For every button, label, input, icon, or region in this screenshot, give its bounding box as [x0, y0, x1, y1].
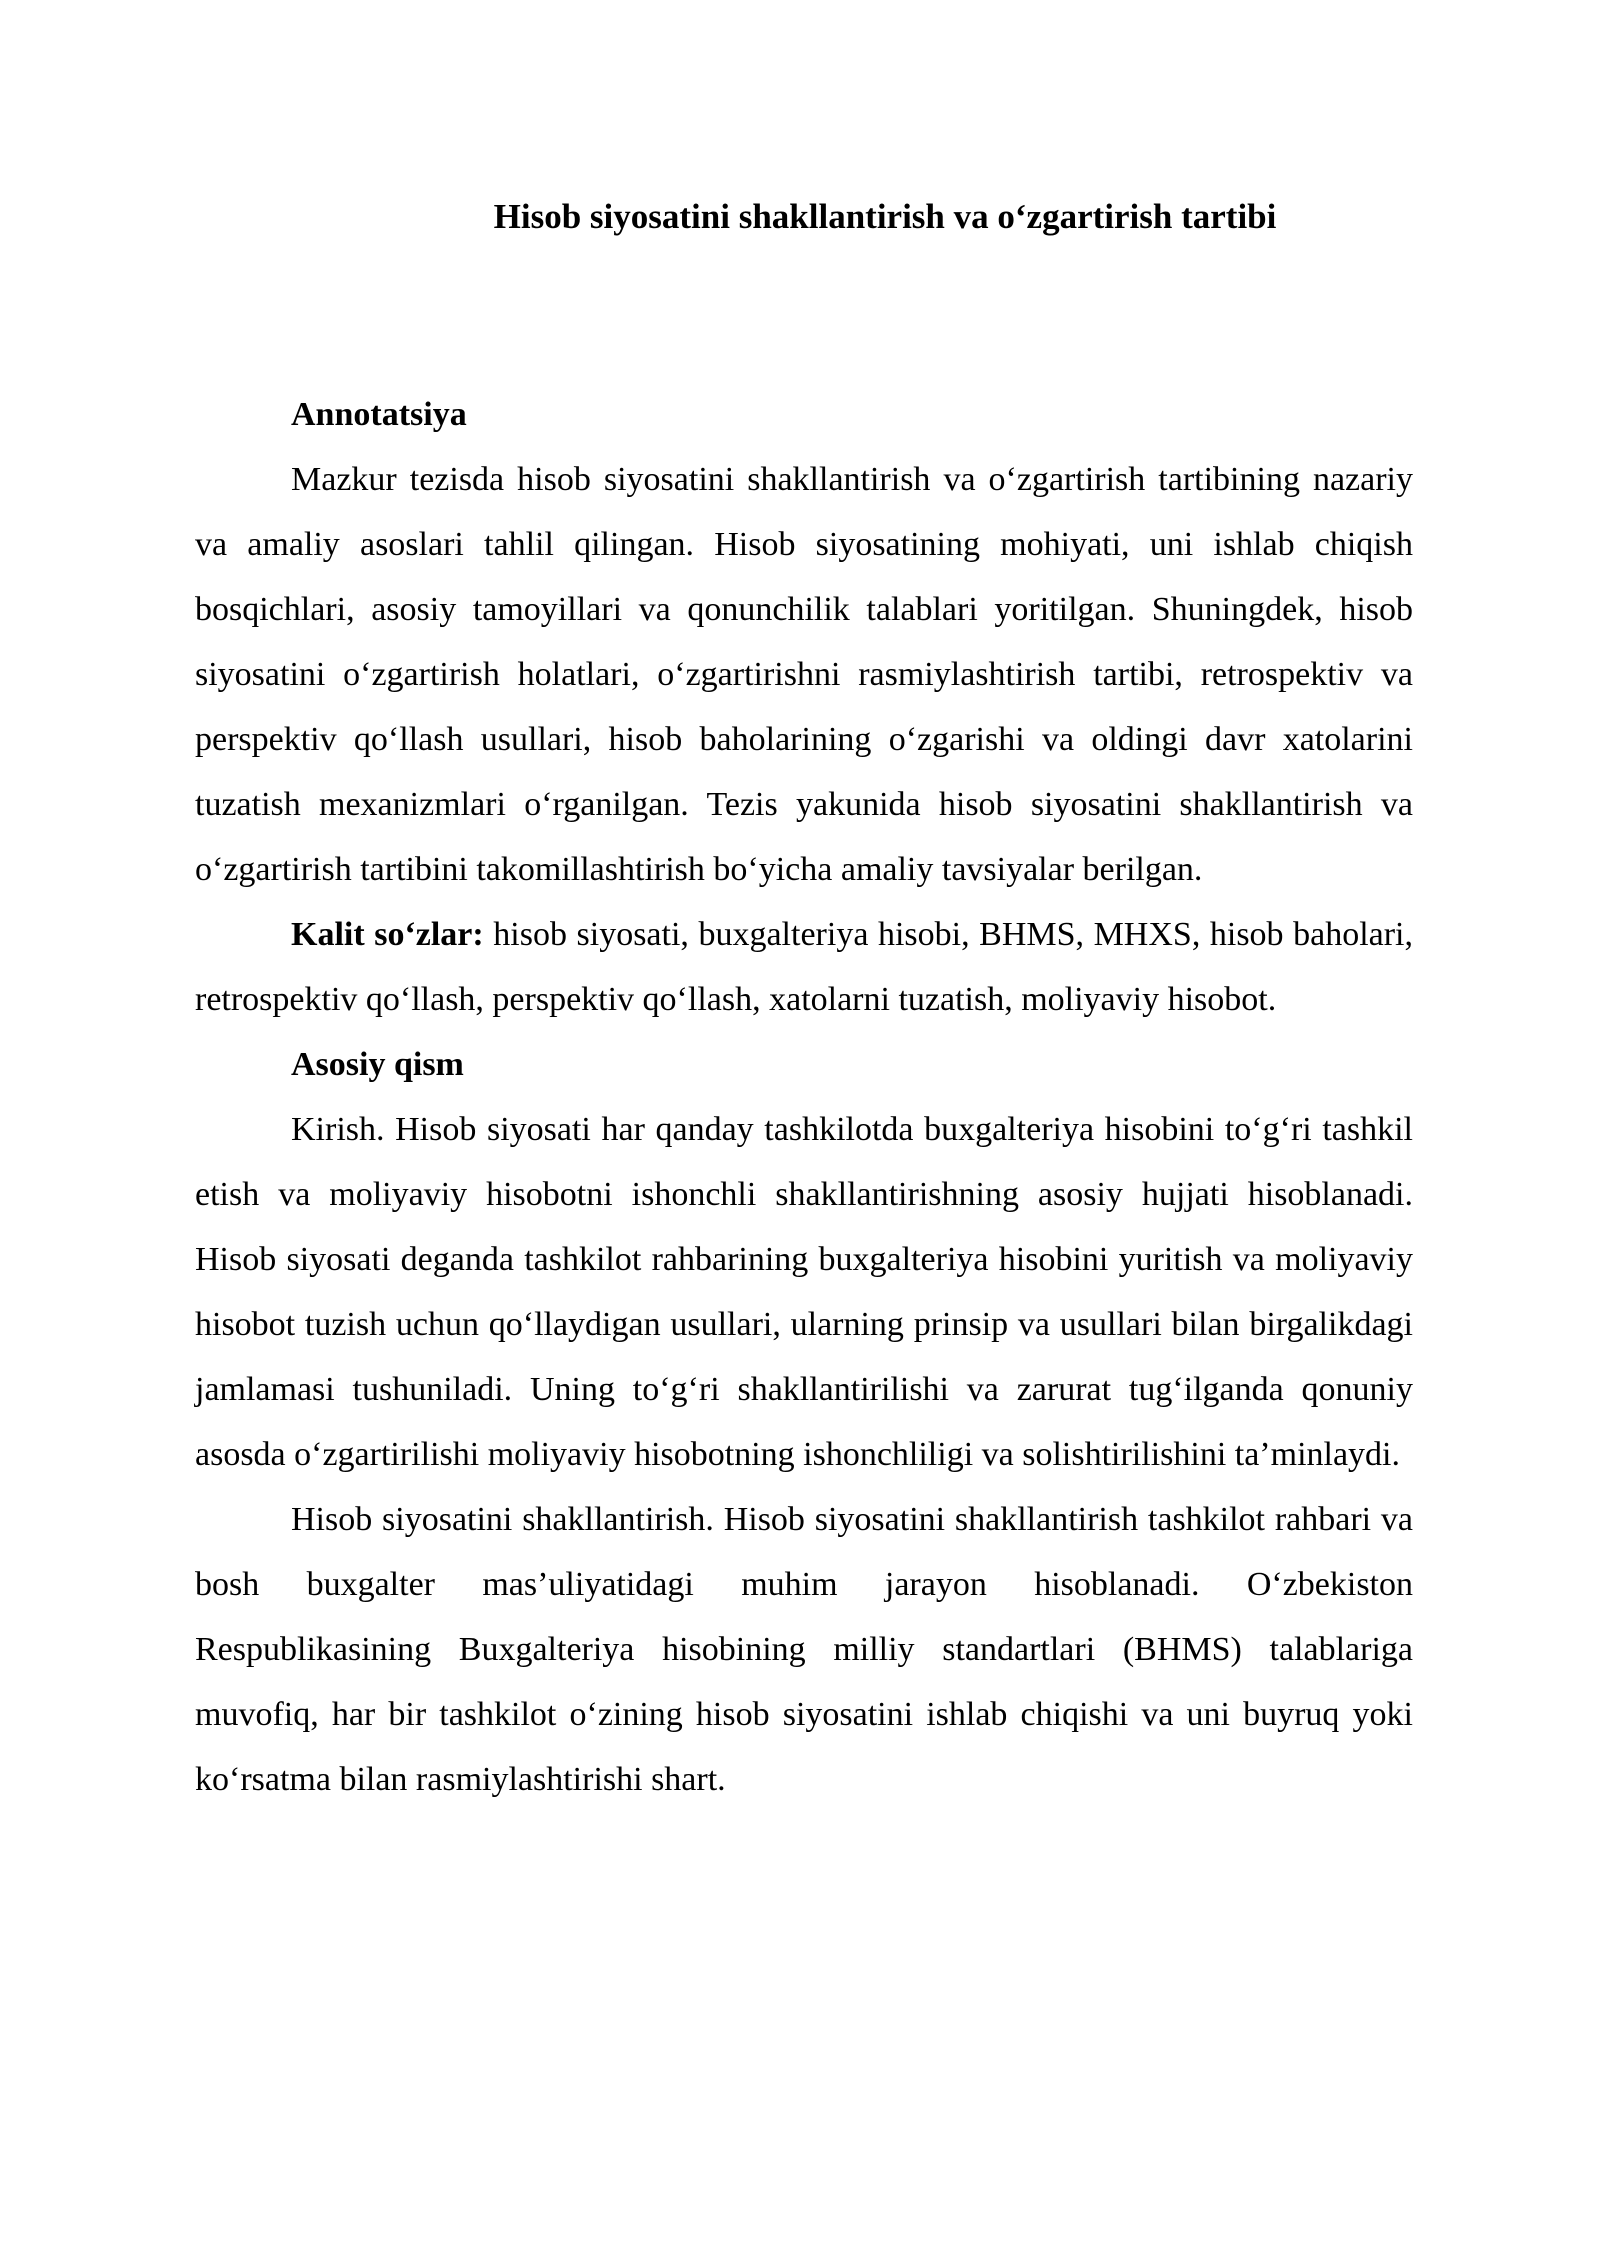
main-heading: Asosiy qism: [291, 1046, 464, 1083]
document-title: Hisob siyosatini shakllantirish va o‘zgartirish tartibi: [493, 197, 1277, 236]
main-paragraph-formation: Hisob siyosatini shakllantirish. Hisob siyosatini shakllantirish tashkilot rahbari va bosh buxgalter mas’uliyatidagi muhim jarayon hisoblanadi. O‘zbekiston Respublikasining Buxgalteriya hisobining milliy standartlari (BHMS) talablariga muvofiq, har bir tashkilot o‘zining hisob siyosatini ishlab chiqishi va uni buyruq yoki ko‘rsatma bilan rasmiylashtirishi shart.: [195, 1501, 1413, 1798]
annotation-heading: Annotatsiya: [291, 396, 467, 433]
keywords-text: hisob siyosati, buxgalteriya hisobi, BHMS, MHXS, hisob baholari, retrospektiv qo‘llash, perspektiv qo‘llash, xatolarni tuzatish, moliyaviy hisobot.: [195, 916, 1414, 1018]
document-body: [195, 382, 1413, 1812]
keywords-paragraph: [195, 902, 1413, 1032]
annotation-paragraph: Mazkur tezisda hisob siyosatini shakllantirish va o‘zgartirish tartibining nazariy va amaliy asoslari tahlil qilingan. Hisob siyosatining mohiyati, uni ishlab chiqish bosqichlari, asosiy tamoyillari va qonunchilik talablari yoritilgan. Shuningdek, hisob siyosatini o‘zgartirish holatlari, o‘zgartirishni rasmiylashtirish tartibi, retrospektiv va perspektiv qo‘llash usullari, hisob baholarining o‘zgarishi va oldingi davr xatolarini tuzatish mexanizmlari o‘rganilgan. Tezis yakunida hisob siyosatini shakllantirish va o‘zgartirish tartibini takomillashtirish bo‘yicha amaliy tavsiyalar berilgan.: [195, 461, 1413, 888]
main-paragraph-intro: Kirish. Hisob siyosati har qanday tashkilotda buxgalteriya hisobini to‘g‘ri tashkil etish va moliyaviy hisobotni ishonchli shakllantirishning asosiy hujjati hisoblanadi. Hisob siyosati deganda tashkilot rahbarining buxgalteriya hisobini yuritish va moliyaviy hisobot tuzish uchun qo‘llaydigan usullari, ularning prinsip va usullari bilan birgalikdagi jamlamasi tushuniladi. Uning to‘g‘ri shakllantirilishi va zarurat tug‘ilganda qonuniy asosda o‘zgartirilishi moliyaviy hisobotning ishonchliligi va solishtirilishini ta’minlaydi.: [195, 1111, 1413, 1473]
keywords-label: Kalit so‘zlar:: [291, 916, 484, 953]
